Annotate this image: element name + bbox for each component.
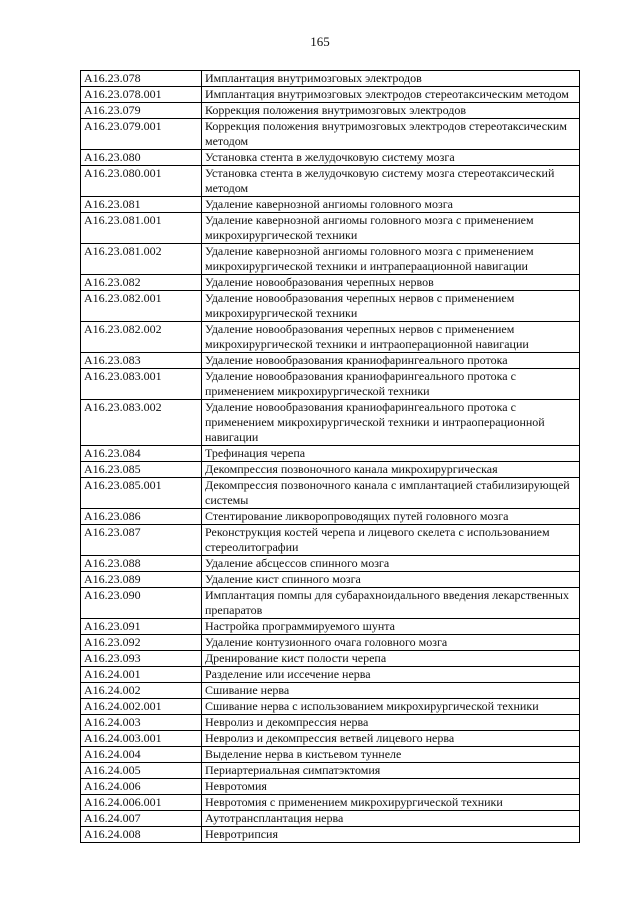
procedure-name: Аутотрансплантация нерва <box>202 811 580 827</box>
table-row <box>81 556 580 572</box>
procedure-code: A16.23.085 <box>81 462 202 478</box>
table-row <box>81 731 580 747</box>
table-row <box>81 525 580 556</box>
procedure-code: A16.24.005 <box>81 763 202 779</box>
table-row <box>81 446 580 462</box>
procedure-name: Реконструкция костей черепа и лицевого скелета с использованием стереолитографии <box>202 525 580 556</box>
table-row <box>81 150 580 166</box>
procedure-name: Коррекция положения внутримозговых электродов <box>202 103 580 119</box>
procedure-code: A16.23.082.001 <box>81 291 202 322</box>
table-row <box>81 213 580 244</box>
procedure-code: A16.24.002.001 <box>81 699 202 715</box>
procedure-code: A16.23.079.001 <box>81 119 202 150</box>
procedure-code: A16.23.083 <box>81 353 202 369</box>
procedure-code: A16.23.081.002 <box>81 244 202 275</box>
table-row <box>81 244 580 275</box>
table-row <box>81 635 580 651</box>
table-row <box>81 87 580 103</box>
procedure-name: Выделение нерва в кистьевом туннеле <box>202 747 580 763</box>
procedure-code: A16.23.081 <box>81 197 202 213</box>
table-row <box>81 166 580 197</box>
table-row <box>81 119 580 150</box>
procedure-code: A16.23.080.001 <box>81 166 202 197</box>
table-row <box>81 667 580 683</box>
procedure-code: A16.23.092 <box>81 635 202 651</box>
procedure-name: Дренирование кист полости черепа <box>202 651 580 667</box>
procedure-code: A16.24.007 <box>81 811 202 827</box>
procedure-name: Удаление контузионного очага головного мозга <box>202 635 580 651</box>
table-row <box>81 619 580 635</box>
procedure-name: Невротомия <box>202 779 580 795</box>
procedure-code: A16.24.003 <box>81 715 202 731</box>
procedure-name: Имплантация помпы для субарахноидального введения лекарственных препаратов <box>202 588 580 619</box>
procedure-name: Невролиз и декомпрессия нерва <box>202 715 580 731</box>
procedure-code: A16.23.088 <box>81 556 202 572</box>
procedure-code: A16.23.078.001 <box>81 87 202 103</box>
procedure-name: Стентирование ликворопроводящих путей головного мозга <box>202 509 580 525</box>
table-row <box>81 572 580 588</box>
procedure-code: A16.23.079 <box>81 103 202 119</box>
page-number: 165 <box>310 34 330 49</box>
table-row <box>81 103 580 119</box>
procedure-name: Удаление кист спинного мозга <box>202 572 580 588</box>
table-row <box>81 509 580 525</box>
procedure-name: Удаление новообразования черепных нервов <box>202 275 580 291</box>
table-row <box>81 71 580 87</box>
procedure-code: A16.23.086 <box>81 509 202 525</box>
procedure-name: Удаление новообразования черепных нервов с применением микрохирургической техники <box>202 291 580 322</box>
procedure-name: Коррекция положения внутримозговых электродов стереотаксическим методом <box>202 119 580 150</box>
table-row <box>81 699 580 715</box>
procedure-name: Невротомия с применением микрохирургической техники <box>202 795 580 811</box>
procedure-code: A16.23.082 <box>81 275 202 291</box>
procedure-code: A16.23.083.001 <box>81 369 202 400</box>
table-row <box>81 779 580 795</box>
procedure-name: Установка стента в желудочковую систему мозга стереотаксический методом <box>202 166 580 197</box>
procedure-code: A16.23.090 <box>81 588 202 619</box>
table-row <box>81 683 580 699</box>
procedure-code: A16.23.087 <box>81 525 202 556</box>
procedure-name: Настройка программируемого шунта <box>202 619 580 635</box>
table-row <box>81 478 580 509</box>
procedure-code: A16.23.091 <box>81 619 202 635</box>
procedure-code: A16.24.001 <box>81 667 202 683</box>
table-row <box>81 715 580 731</box>
table-row <box>81 795 580 811</box>
table-row <box>81 291 580 322</box>
procedure-code: A16.23.085.001 <box>81 478 202 509</box>
procedure-code: A16.23.089 <box>81 572 202 588</box>
table-row <box>81 588 580 619</box>
table-row <box>81 369 580 400</box>
table-row <box>81 763 580 779</box>
table-row <box>81 811 580 827</box>
procedure-name: Имплантация внутримозговых электродов <box>202 71 580 87</box>
procedure-name: Невролиз и декомпрессия ветвей лицевого нерва <box>202 731 580 747</box>
procedure-name: Периартериальная симпатэктомия <box>202 763 580 779</box>
procedure-name: Невротрипсия <box>202 827 580 843</box>
procedure-code: A16.24.003.001 <box>81 731 202 747</box>
procedure-code: A16.24.006 <box>81 779 202 795</box>
procedure-code: A16.23.084 <box>81 446 202 462</box>
procedure-name: Установка стента в желудочковую систему мозга <box>202 150 580 166</box>
procedure-code: A16.24.002 <box>81 683 202 699</box>
procedure-name: Удаление новообразования краниофарингеального протока с применением микрохирургической техники и интраоперационной навигации <box>202 400 580 446</box>
procedure-table-body <box>81 71 580 843</box>
table-row <box>81 322 580 353</box>
procedure-code: A16.24.008 <box>81 827 202 843</box>
procedure-name: Имплантация внутримозговых электродов стереотаксическим методом <box>202 87 580 103</box>
procedure-name: Декомпрессия позвоночного канала микрохирургическая <box>202 462 580 478</box>
procedure-name: Удаление кавернозной ангиомы головного мозга <box>202 197 580 213</box>
procedure-table <box>80 70 580 843</box>
table-row <box>81 747 580 763</box>
procedure-name: Сшивание нерва с использованием микрохирургической техники <box>202 699 580 715</box>
procedure-name: Трефинация черепа <box>202 446 580 462</box>
procedure-name: Удаление кавернозной ангиомы головного мозга с применением микрохирургической техники <box>202 213 580 244</box>
procedure-name: Удаление новообразования черепных нервов с применением микрохирургической техники и интраоперационной навигации <box>202 322 580 353</box>
procedure-name: Разделение или иссечение нерва <box>202 667 580 683</box>
procedure-code: A16.23.081.001 <box>81 213 202 244</box>
table-row <box>81 827 580 843</box>
procedure-name: Удаление новообразования краниофарингеального протока <box>202 353 580 369</box>
procedure-code: A16.24.004 <box>81 747 202 763</box>
procedure-code: A16.23.078 <box>81 71 202 87</box>
procedure-code: A16.24.006.001 <box>81 795 202 811</box>
table-row <box>81 462 580 478</box>
procedure-name: Удаление кавернозной ангиомы головного мозга с применением микрохирургической техники и интрапераационной навигации <box>202 244 580 275</box>
table-row <box>81 353 580 369</box>
procedure-code: A16.23.080 <box>81 150 202 166</box>
procedure-name: Удаление новообразования краниофарингеального протока с применением микрохирургической техники <box>202 369 580 400</box>
table-row <box>81 651 580 667</box>
table-row <box>81 275 580 291</box>
procedure-name: Удаление абсцессов спинного мозга <box>202 556 580 572</box>
procedure-code: A16.23.082.002 <box>81 322 202 353</box>
table-row <box>81 400 580 446</box>
procedure-code: A16.23.083.002 <box>81 400 202 446</box>
table-row <box>81 197 580 213</box>
procedure-name: Декомпрессия позвоночного канала с имплантацией стабилизирующей системы <box>202 478 580 509</box>
procedure-name: Сшивание нерва <box>202 683 580 699</box>
procedure-code: A16.23.093 <box>81 651 202 667</box>
